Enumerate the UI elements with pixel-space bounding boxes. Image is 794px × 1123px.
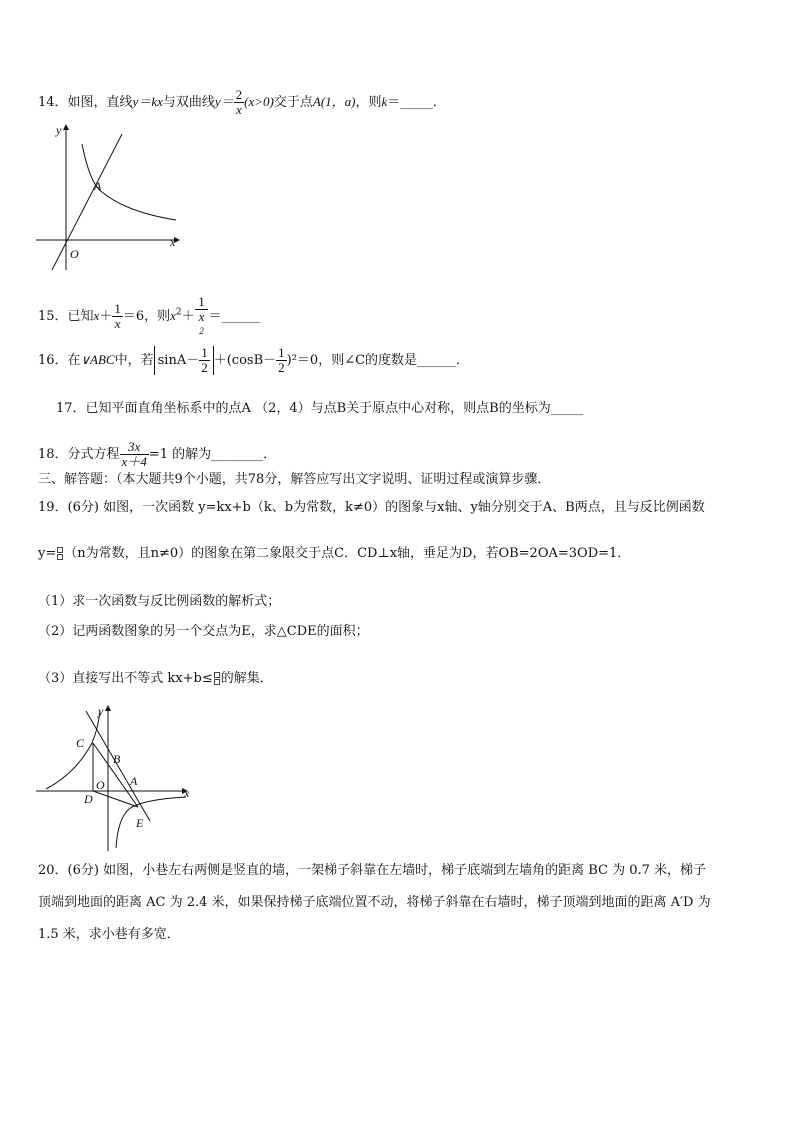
q19-figure — [36, 703, 196, 853]
q14-label-o: O — [70, 247, 79, 261]
q19-line-2: y= （n为常数，且n≠0）的图象在第二象限交于点C．CD⊥x轴，垂足为D，若OB=2OA=3OD=1． — [38, 546, 631, 561]
q16-text: 16．在∨ABC中，若 sinA－ $\frac{1}{2}$ ＋(cosB－ $\frac{1}{2}$ )²＝0，则∠C的度数是______． — [38, 345, 470, 375]
q19-label-o: O — [96, 778, 105, 792]
q14-fraction: $\frac{2}{x}$ — [235, 87, 243, 117]
q19-part-3: （3）直接写出不等式 kx+b≤ 的解集． — [38, 671, 273, 686]
q19-hyperbola-right — [116, 797, 186, 848]
q19-part-1: （1）求一次函数与反比例函数的解析式； — [38, 594, 281, 609]
missing-fraction-icon — [213, 672, 221, 686]
q16-fraction: $\frac{1}{2}$ — [278, 345, 285, 375]
q14-y-arrow — [63, 124, 69, 130]
q19-line-1: 19．(6分) 如图，一次函数 y=kx+b（k、b为常数，k≠0）的图象与x轴、y轴分别交于A、B两点，且与反比例函数 — [38, 500, 705, 515]
section-3-heading: 三、解答题：（本大题共9个小题，共78分，解答应写出文字说明、证明过程或演算步骤． — [38, 472, 551, 487]
q19-y-arrow — [105, 705, 111, 711]
q16-absolute-value: sinA－ $\frac{1}{2}$ — [154, 346, 214, 375]
q14-line — [52, 134, 122, 270]
q19-linear-function — [86, 711, 150, 821]
q18-fraction: $\frac{3x}{x+4}$ — [121, 439, 147, 469]
q20-line-1: 20．(6分) 如图，小巷左右两侧是竖直的墙，一架梯子斜靠在左墙时，梯子底端到左墙角的距离 BC 为 0.7 米，梯子 — [38, 863, 707, 878]
q19-label-y: y — [98, 704, 104, 718]
q15-fraction-2: 1 x 2 — [195, 295, 209, 338]
q19-label-b: B — [113, 752, 121, 766]
q19-part-2: （2）记两函数图象的另一个交点为E，求△CDE的面积； — [38, 624, 369, 639]
q14-label-a: A — [94, 179, 102, 193]
q19-label-c: C — [76, 736, 85, 750]
q14-label-x: x — [170, 235, 176, 249]
q17-text: 17．已知平面直角坐标系中的点A （2，4）与点B关于原点中心对称，则点B的坐标为_____ — [56, 401, 584, 416]
q19-label-x: x — [184, 786, 190, 800]
q14-label-y: y — [56, 123, 62, 137]
segment-de — [93, 791, 138, 807]
q19-hyperbola-left — [46, 711, 100, 789]
q14-text: 14．如图，直线y＝kx与双曲线y＝ $\frac{2}{x}$ (x>0)交于点A(1，a)，则k＝_____． — [38, 87, 446, 117]
q14-figure — [36, 122, 186, 272]
q15-fraction-1: $\frac{1}{x}$ — [114, 301, 121, 331]
q18-text: 18．分式方程 $\frac{3x}{x+4}$ =1 的解为________． — [38, 439, 277, 469]
q19-label-e: E — [136, 816, 144, 830]
q15-text: 15．已知x＋ $\frac{1}{x}$ ＝6，则$x^2+$ 1 x 2 ＝______ — [38, 294, 261, 336]
q20-line-2: 顶端到地面的距离 AC 为 2.4 米，如果保持梯子底端位置不动，将梯子斜靠在右墙时，梯子顶端到地面的距离 A′D 为 — [38, 895, 711, 910]
q19-label-a: A — [130, 774, 138, 788]
q19-label-d: D — [84, 792, 93, 806]
q20-line-3: 1.5 米，求小巷有多宽． — [38, 927, 180, 942]
